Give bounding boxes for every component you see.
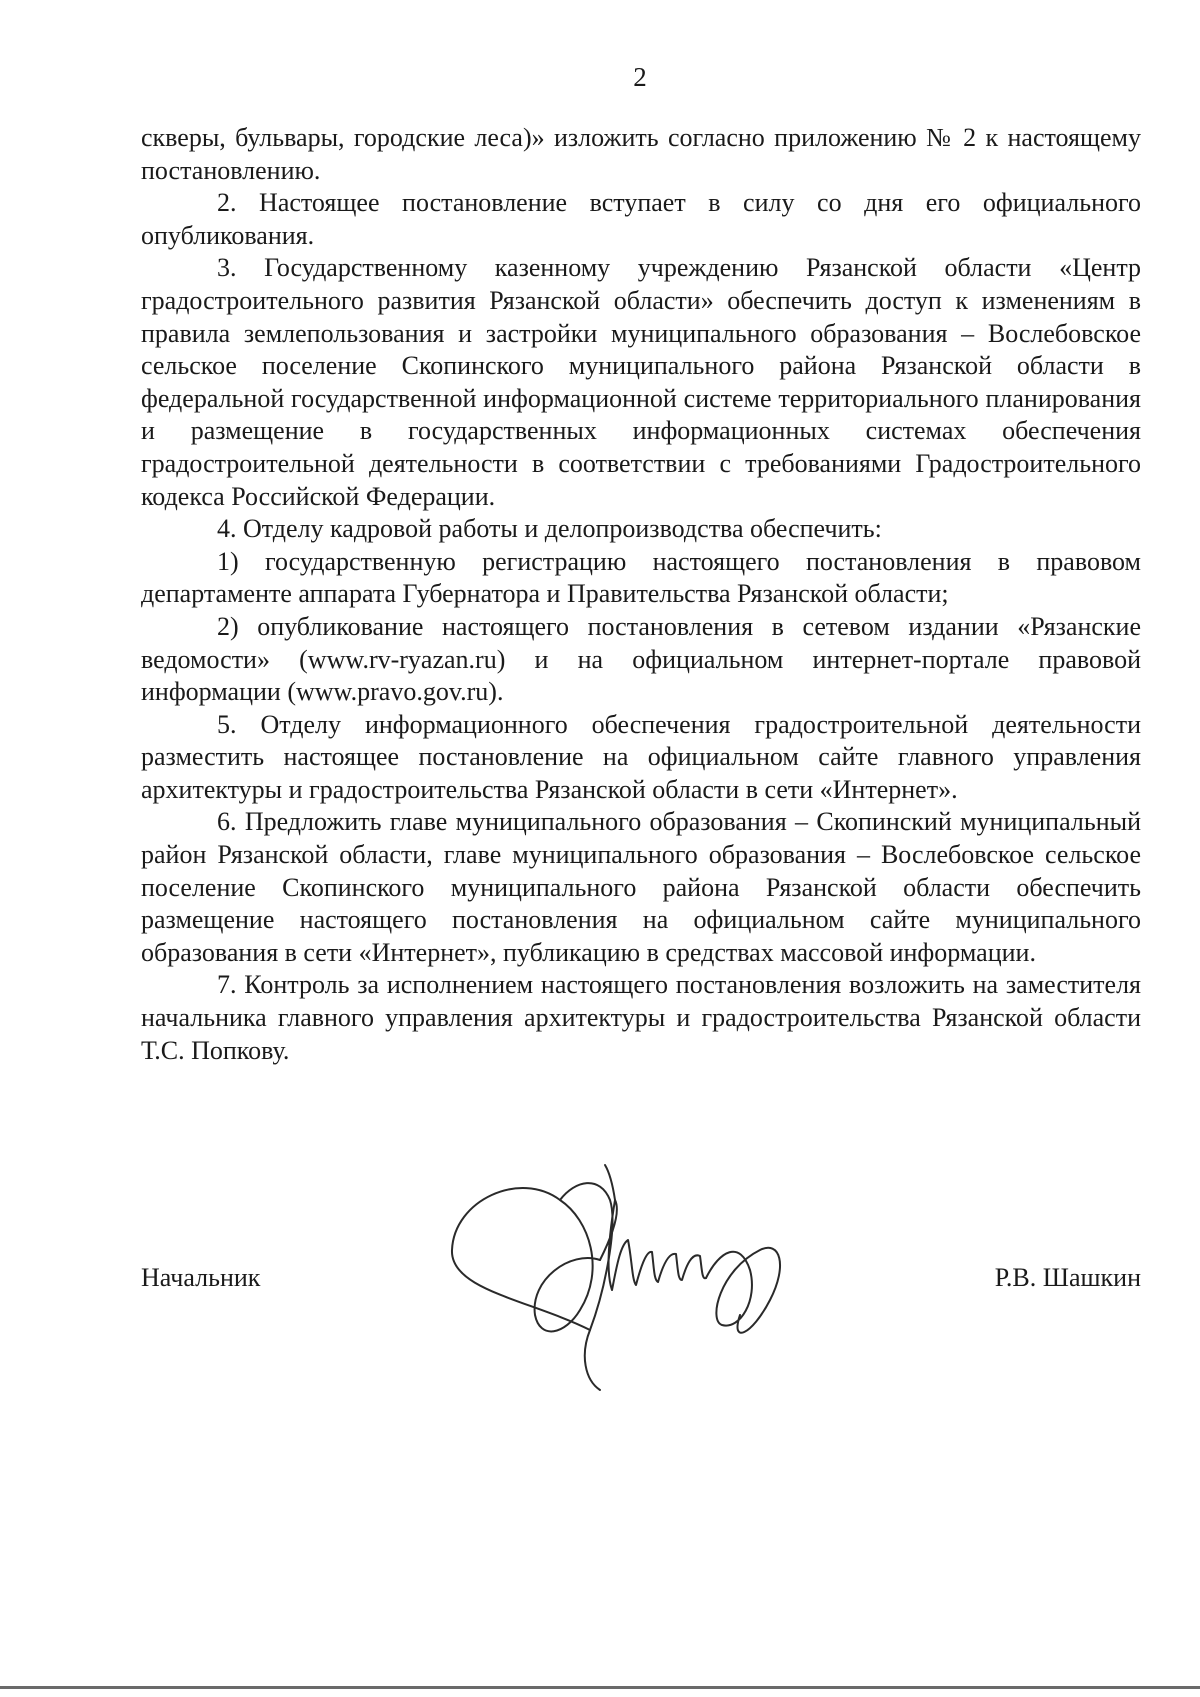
paragraph-subitem-2: 2) опубликование настоящего постановления в сетевом издании «Рязанские ведомости» (www.rv-ryazan.ru) и на официальном интернет-портале правовой информации (www.pravo.gov.ru). xyxy=(141,611,1141,707)
paragraph-item-3: 3. Государственному казенному учреждению Рязанской области «Центр градостроительного развития Рязанской области» обеспечить доступ к изменениям в правила землепользования и застройки муниципального образования – Вослебовское сельское поселение Скопинского муниципального района Рязанской области в федеральной государственной информационной системе территориального планирования и размещение в государственных информационных системах обеспечения градостроительной деятельности в соответствии с требованиями Градостроительного кодекса Российской Федерации. xyxy=(141,253,1141,511)
paragraph-subitem-1: 1) государственную регистрацию настоящего постановления в правовом департаменте аппарата Губернатора и Правительства Рязанской области; xyxy=(141,546,1141,609)
paragraph-continuation: скверы, бульвары, городские леса)» изложить согласно приложению № 2 к настоящему постановлению. xyxy=(141,123,1141,185)
signatory-title: Начальник xyxy=(141,1263,261,1292)
paragraph-item-2: 2. Настоящее постановление вступает в силу со дня его официального опубликования. xyxy=(141,188,1141,250)
signature-block xyxy=(141,1262,1141,1302)
page-number: 2 xyxy=(633,62,647,92)
document-body xyxy=(141,122,1141,1067)
scan-edge-line xyxy=(0,1686,1200,1689)
paragraph-item-6: 6. Предложить главе муниципального образования – Скопинский муниципальный район Рязанской области, главе муниципального образования – Вослебовское сельское поселение Скопинского муниципального района Рязанской области обеспечить размещение настоящего постановления на официальном сайте муниципального образования в сети «Интернет», публикацию в средствах массовой информации. xyxy=(141,807,1141,967)
paragraph-item-4: 4. Отделу кадровой работы и делопроизводства обеспечить: xyxy=(217,514,882,544)
signatory-name: Р.В. Шашкин xyxy=(994,1263,1141,1292)
paragraph-item-5: 5. Отделу информационного обеспечения градостроительной деятельности разместить настоящее постановление на официальном сайте главного управления архитектуры и градостроительства Рязанской области в сети «Интернет». xyxy=(141,709,1141,804)
paragraph-item-7: 7. Контроль за исполнением настоящего постановления возложить на заместителя начальника главного управления архитектуры и градостроительства Рязанской области Т.С. Попкову. xyxy=(141,970,1141,1065)
